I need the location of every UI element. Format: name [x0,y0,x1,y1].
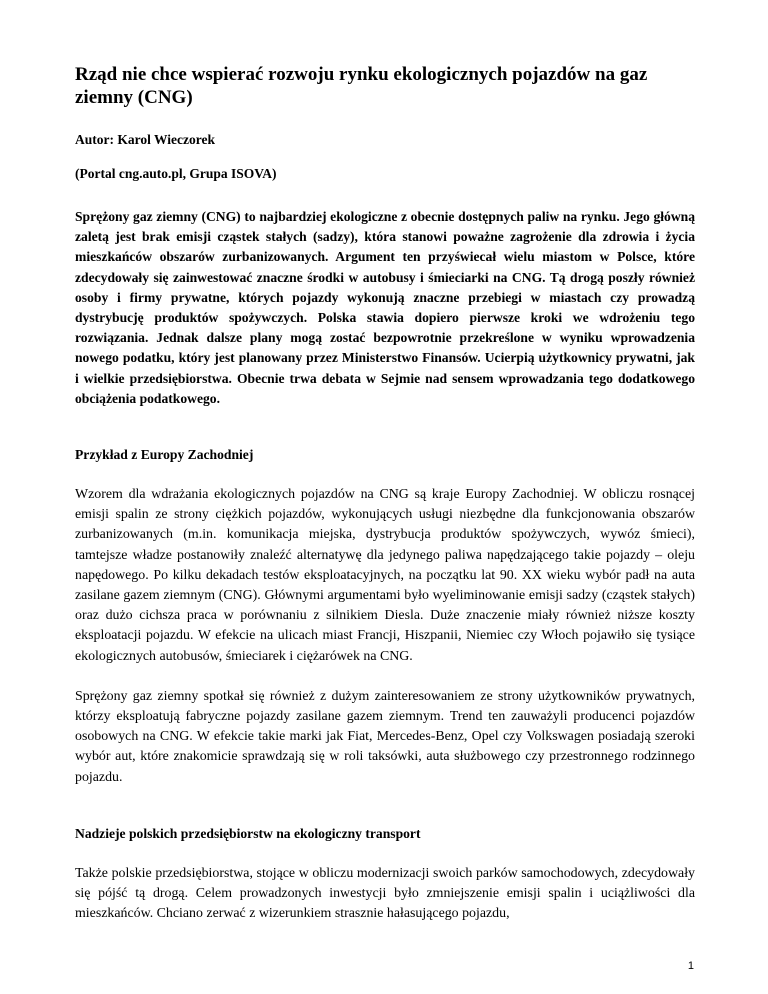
paragraph: Sprężony gaz ziemny spotkał się również z dużym zainteresowaniem ze strony użytkowników prywatnych, którzy eksploatują fabryczne pojazdy zasilane gazem ziemnym. Trend ten zauważyli producenci pojazdów osobowych na CNG. W efekcie takie marki jak Fiat, Mercedes-Benz, Opel czy Volkswagen posiadają szeroki wybór aut, które znakomicie sprawdzają się w roli taksówki, auta służbowego czy przestronnego rodzinnego pojazdu. [75,688,695,785]
article-title: Rząd nie chce wspierać rozwoju rynku ekologicznych pojazdów na gaz ziemny (CNG) [75,64,648,108]
article-source: (Portal cng.auto.pl, Grupa ISOVA) [75,166,277,181]
article-body [75,63,695,944]
article-lead: Sprężony gaz ziemny (CNG) to najbardziej ekologiczne z obecnie dostępnych paliw na rynku. Jego główną zaletą jest brak emisji cząstek stałych (sadzy), która stanowi poważne zagrożenie dla zdrowia i życia mieszkańców obszarów zurbanizowanych. Argument ten przyświecał wielu miastom w Polsce, które zdecydowały się zainwestować znaczne środki w autobusy i śmieciarki na CNG. Tą drogą poszły również osoby i firmy prywatne, których pojazdy wykonują znaczne przebiegi w miastach czy prowadzą dystrybucję produktów spożywczych. Polska stawia dopiero pierwsze kroki we wdrożeniu tego rozwiązania. Jednak dalsze plany mogą zostać bezpowrotnie przekreślone w wyniku wprowadzenia nowego podatku, który jest planowany przez Ministerstwo Finansów. Ucierpią użytkownicy prywatni, jak i wielkie przedsiębiorstwa. Obecnie trwa debata w Sejmie nad sensem wprowadzania tego dodatkowego obciążenia podatkowego. [75,209,695,406]
paragraph: Wzorem dla wdrażania ekologicznych pojazdów na CNG są kraje Europy Zachodniej. W obliczu rosnącej emisji spalin ze strony ciężkich pojazdów, wykonujących usługi niezbędne dla funkcjonowania obszarów zurbanizowanych (m.in. komunikacja miejska, dystrybucja produktów spożywczych, wywóz śmieci), tamtejsze władze postanowiły znaleźć alternatywę dla jedynego paliwa napędzającego takie pojazdy – oleju napędowego. Po kilku dekadach testów eksploatacyjnych, na początku lat 90. XX wieku wybór padł na auta zasilane gazem ziemnym (CNG). Głównymi argumentami było wyeliminowanie emisji sadzy (cząstek stałych) oraz dużo cichsza praca w porównaniu z silnikiem Diesla. Duże znaczenie miały również niższe koszty eksploatacji pojazdu. W efekcie na ulicach miast Francji, Hiszpanii, Niemiec czy Włoch pojawiło się tysiące ekologicznych autobusów, śmieciarek i ciężarówek na CNG. [75,487,695,664]
article-author: Autor: Karol Wieczorek [75,132,215,147]
section-heading-western-europe: Przykład z Europy Zachodniej [75,447,254,463]
paragraph: Także polskie przedsiębiorstwa, stojące w obliczu modernizacji swoich parków samochodowych, zdecydowały się pójść tą drogą. Celem prowadzonych inwestycji było zmniejszenie emisji spalin i uciążliwości dla mieszkańców. Chciano zerwać z wizerunkiem strasznie hałasującego pojazdu, [75,865,695,922]
page-number: 1 [687,960,694,972]
section-heading-polish-companies: Nadzieje polskich przedsiębiorstw na ekologiczny transport [75,825,421,841]
